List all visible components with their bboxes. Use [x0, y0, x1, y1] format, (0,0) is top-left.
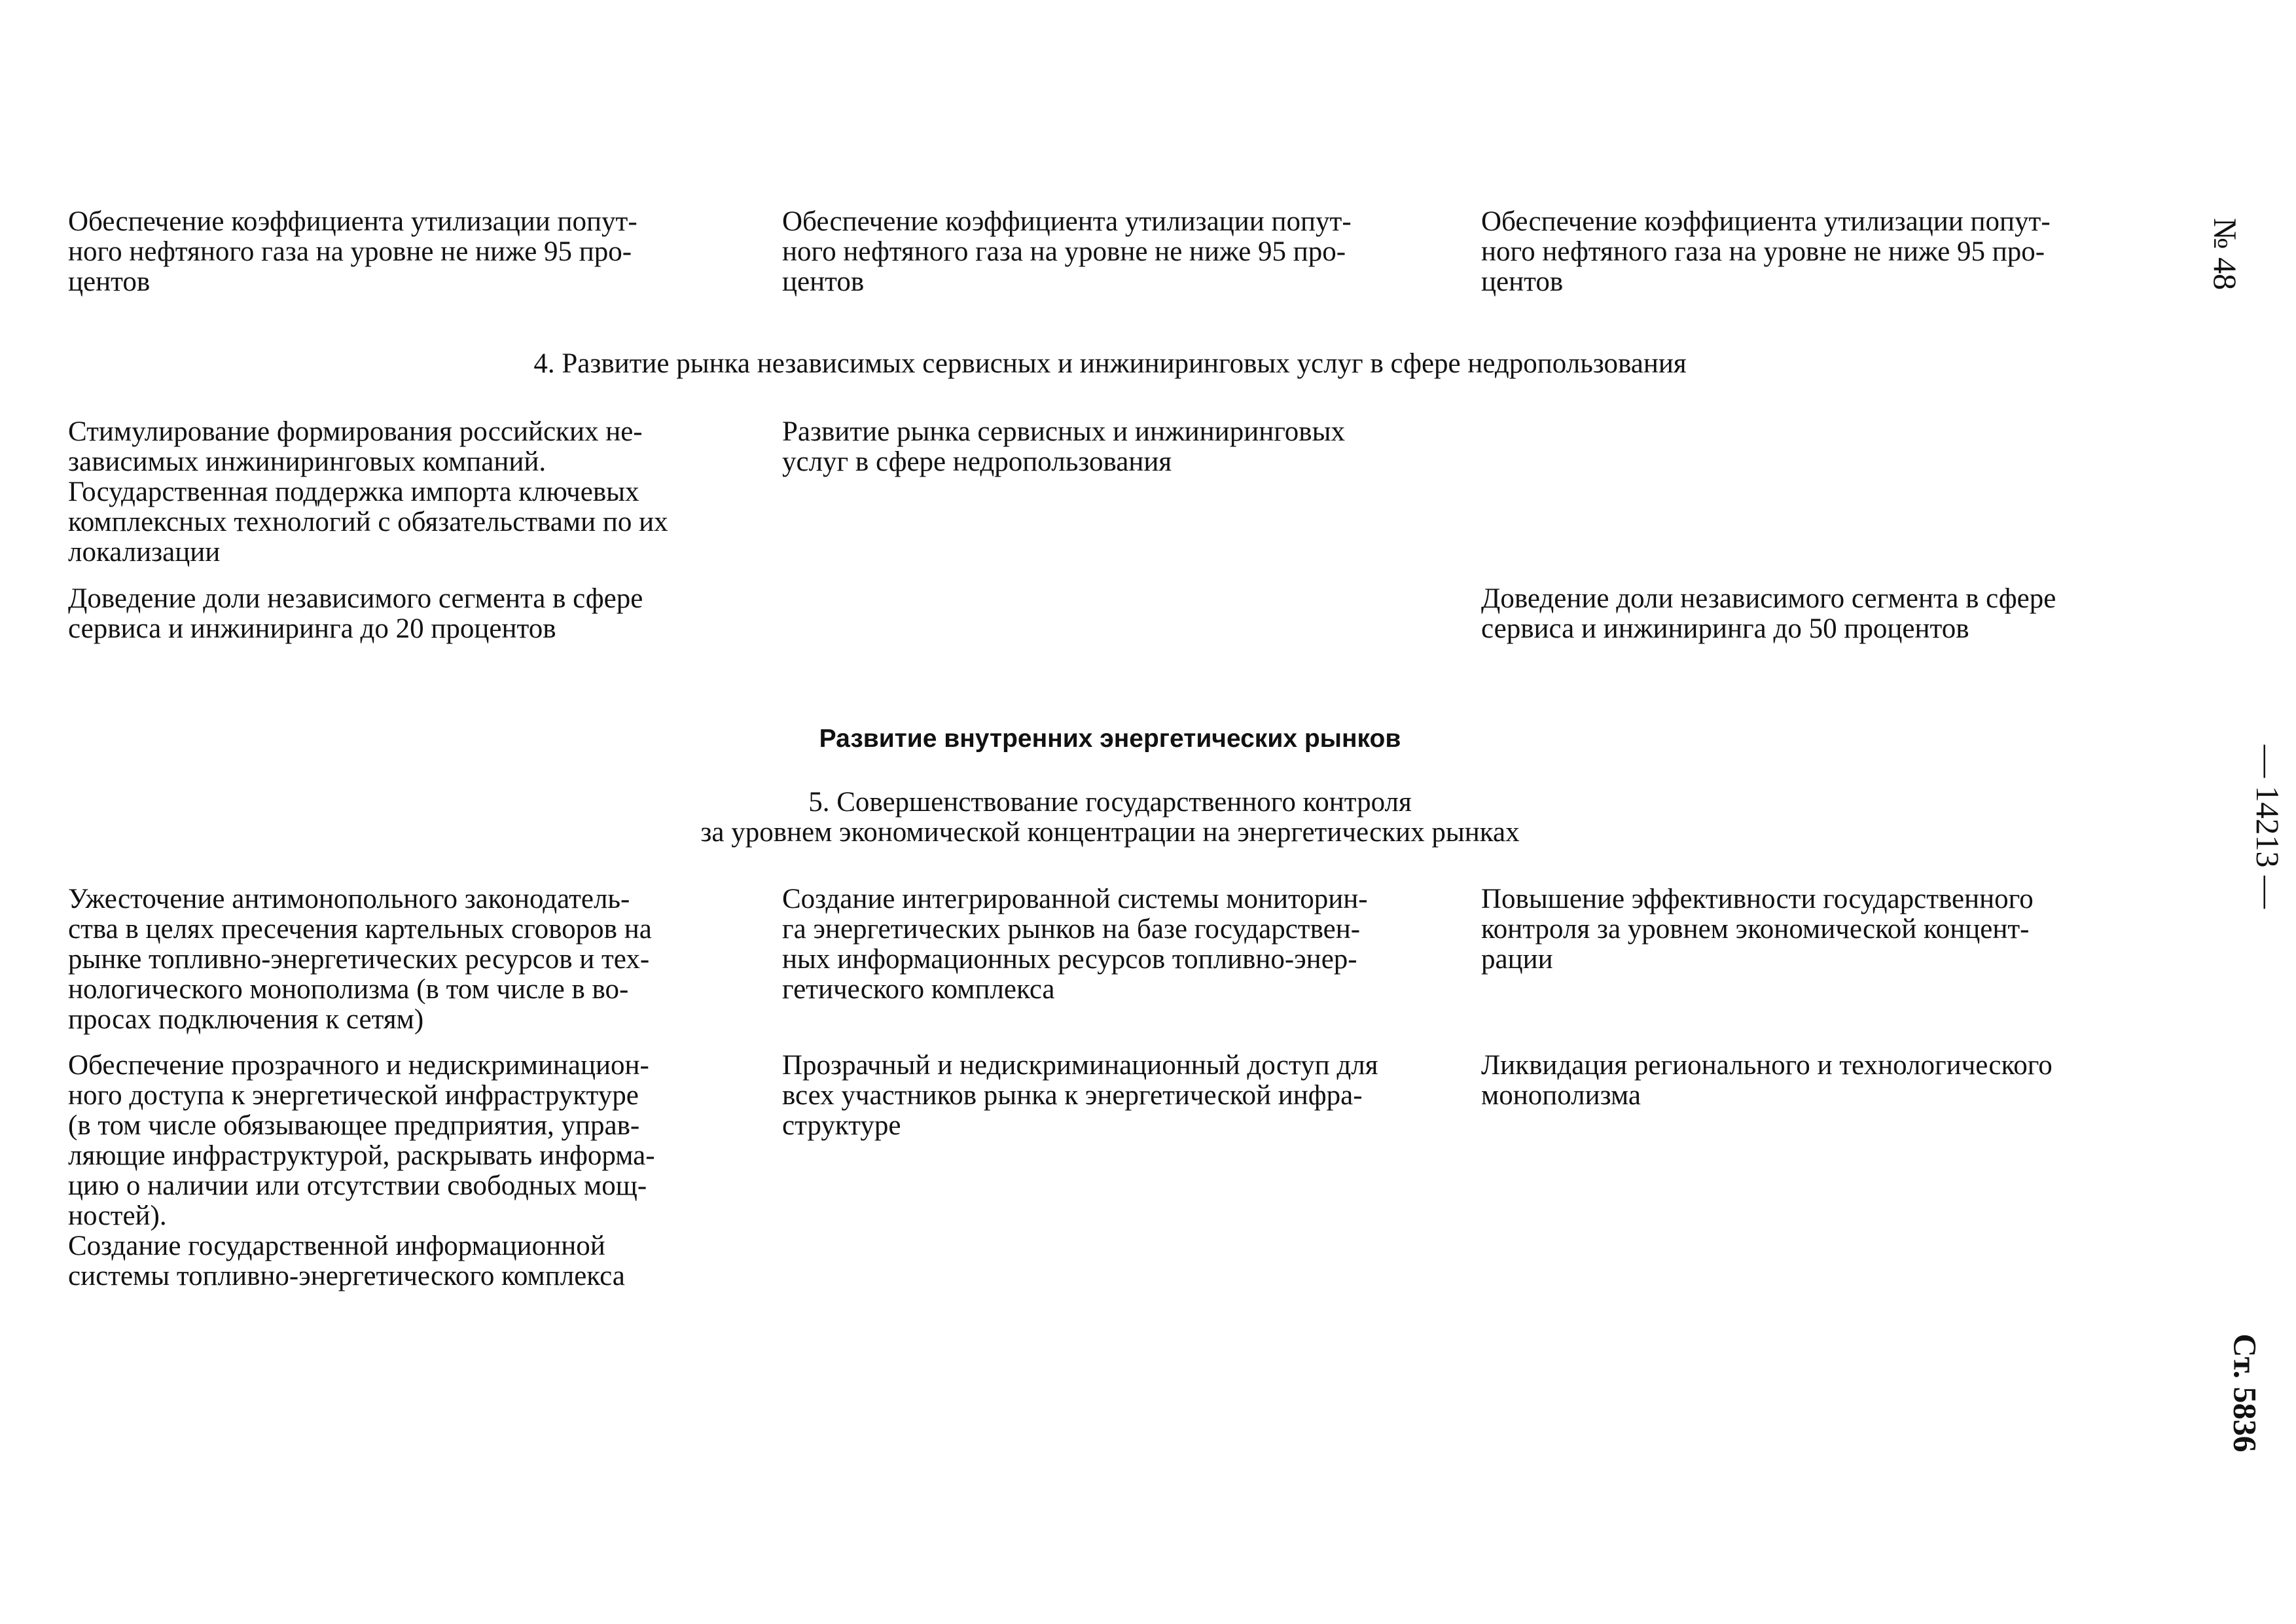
row5-col1-text: Обеспечение прозрачного и недискриминацион- ного доступа к энергетической инфраструктуре (в том числе обязывающее предприятия, управ- ляющие инфраструктурой, раскрывать информа- цию о наличии или отсутствии свободных мощ- ностей). Создание государственной информационной системы топливно-энергетического комплекса [68, 1050, 655, 1291]
section-4-heading: 4. Развитие рынка независимых сервисных и инжиниринговых услуг в сфере недропользования [533, 348, 1687, 379]
document-number-label [2186, 745, 2286, 909]
page-number-text: Ст. 5836 [2227, 1333, 2264, 1453]
issue-number-text: № 48 [2207, 217, 2244, 291]
document-number-text: — 14213 — [2250, 745, 2286, 909]
row1-col2-text: Обеспечение коэффициента утилизации попут- ного нефтяного газа на уровне не ниже 95 про- центов [782, 206, 1352, 297]
row4-col3-text: Повышение эффективности государственного контроля за уровнем экономической концент- рации [1481, 884, 2034, 975]
part-title: Развитие внутренних энергетических рынков [819, 725, 1401, 753]
row4-col2-text: Создание интегрированной системы мониторин- га энергетических рынков на базе государствен- ных информационных ресурсов топливно-энер- гетического комплекса [782, 884, 1368, 1005]
row2-col1-text: Стимулирование формирования российских не- зависимых инжиниринговых компаний. Государственная поддержка импорта ключевых комплексных технологий с обязательствами по их локализации [68, 416, 668, 568]
issue-number-label [2186, 217, 2265, 291]
row5-col2-text: Прозрачный и недискриминационный доступ для всех участников рынка к энергетической инфра- структуре [782, 1050, 1378, 1141]
row1-col3-text: Обеспечение коэффициента утилизации попут- ного нефтяного газа на уровне не ниже 95 про- центов [1481, 206, 2051, 297]
row3-col1-text: Доведение доли независимого сегмента в сфере сервиса и инжиниринга до 20 процентов [68, 583, 643, 644]
page-number-label [2186, 1333, 2265, 1453]
row1-col1-text: Обеспечение коэффициента утилизации попут- ного нефтяного газа на уровне не ниже 95 про- центов [68, 206, 637, 297]
row4-col1-text: Ужесточение антимонопольного законодатель- ства в целях пресечения картельных сговоров на рынке топливно-энергетических ресурсов и тех- нологического монополизма (в том числе в во- просах подключения к сетям) [68, 884, 652, 1035]
row3-col3-text: Доведение доли независимого сегмента в сфере сервиса и инжиниринга до 50 процентов [1481, 583, 2056, 644]
section-5-heading: 5. Совершенствование государственного контроля за уровнем экономической концентрации на энергетических рынках [700, 787, 1520, 848]
row5-col3-text: Ликвидация регионального и технологического монополизма [1481, 1050, 2053, 1111]
row2-col2-text: Развитие рынка сервисных и инжиниринговых услуг в сфере недропользования [782, 416, 1345, 477]
